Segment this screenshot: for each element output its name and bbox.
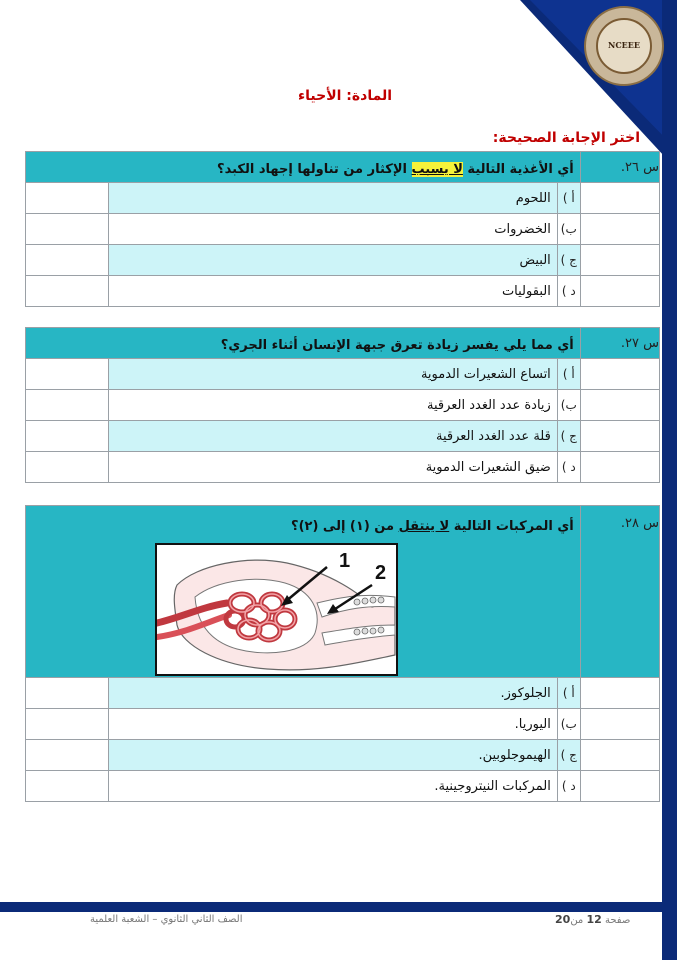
- option-text: الجلوكوز.: [109, 678, 557, 709]
- option-row[interactable]: [26, 771, 660, 802]
- option-text: البقوليات: [109, 276, 557, 307]
- option-row[interactable]: [26, 245, 660, 276]
- question-number: س ٢٨.: [580, 506, 659, 678]
- option-row[interactable]: [26, 740, 660, 771]
- option-letter: ب): [557, 214, 580, 245]
- option-row[interactable]: [26, 214, 660, 245]
- question-text: أي الأغذية التالية لا يسبب الإكثار من تناولها إجهاد الكبد؟: [26, 152, 581, 183]
- question-row: [26, 328, 660, 359]
- option-row[interactable]: [26, 452, 660, 483]
- option-row[interactable]: [26, 276, 660, 307]
- question-number: س ٢٦.: [580, 152, 659, 183]
- option-row[interactable]: [26, 359, 660, 390]
- question-text: أي المركبات التالية لا ينتقل من (١) إلى (٢)؟: [26, 506, 581, 678]
- option-text: اليوريا.: [109, 709, 557, 740]
- instruction-heading: اختر الإجابة الصحيحة:: [492, 130, 640, 146]
- option-letter: أ ): [557, 359, 580, 390]
- option-text: المركبات النيتروجينية.: [109, 771, 557, 802]
- diagram-label-2: 2: [375, 562, 387, 584]
- option-text: ضيق الشعيرات الدموية: [109, 452, 557, 483]
- option-letter: أ ): [557, 678, 580, 709]
- option-text: اللحوم: [109, 183, 557, 214]
- question-text: أي مما يلي يفسر زيادة تعرق جبهة الإنسان أثناء الجري؟: [26, 328, 581, 359]
- glomerulus-diagram: [155, 543, 398, 676]
- option-letter: ج ): [557, 421, 580, 452]
- option-row[interactable]: [26, 183, 660, 214]
- option-letter: أ ): [557, 183, 580, 214]
- question-26-table: [25, 151, 660, 307]
- option-letter: د ): [557, 276, 580, 307]
- footer-page-number: صفحة 12 من20: [555, 913, 631, 926]
- option-text: البيض: [109, 245, 557, 276]
- option-letter: ج ): [557, 245, 580, 276]
- option-letter: ج ): [557, 740, 580, 771]
- option-letter: ب): [557, 709, 580, 740]
- option-text: الخضروات: [109, 214, 557, 245]
- question-number: س ٢٧.: [580, 328, 659, 359]
- option-text: الهيموجلوبين.: [109, 740, 557, 771]
- option-letter: ب): [557, 390, 580, 421]
- option-text: اتساع الشعيرات الدموية: [109, 359, 557, 390]
- question-row: [26, 152, 660, 183]
- option-letter: د ): [557, 771, 580, 802]
- option-text: قلة عدد الغدد العرقية: [109, 421, 557, 452]
- page-border-bottom: [0, 902, 662, 912]
- option-row[interactable]: [26, 678, 660, 709]
- option-row[interactable]: [26, 390, 660, 421]
- option-text: زيادة عدد الغدد العرقية: [109, 390, 557, 421]
- emphasis-highlight: لا يسبب: [411, 161, 463, 177]
- option-row[interactable]: [26, 421, 660, 452]
- logo-seal: NCEEE: [584, 6, 664, 86]
- footer-grade: الصف الثاني الثانوي – الشعبة العلمية: [90, 914, 243, 925]
- question-27-table: [25, 327, 660, 483]
- option-row[interactable]: [26, 709, 660, 740]
- diagram-label-1: 1: [339, 550, 351, 572]
- subject-title: المادة: الأحياء: [297, 88, 393, 104]
- page-border-right: [662, 0, 677, 960]
- option-letter: د ): [557, 452, 580, 483]
- emphasis-underline: لا ينتقل: [398, 519, 450, 534]
